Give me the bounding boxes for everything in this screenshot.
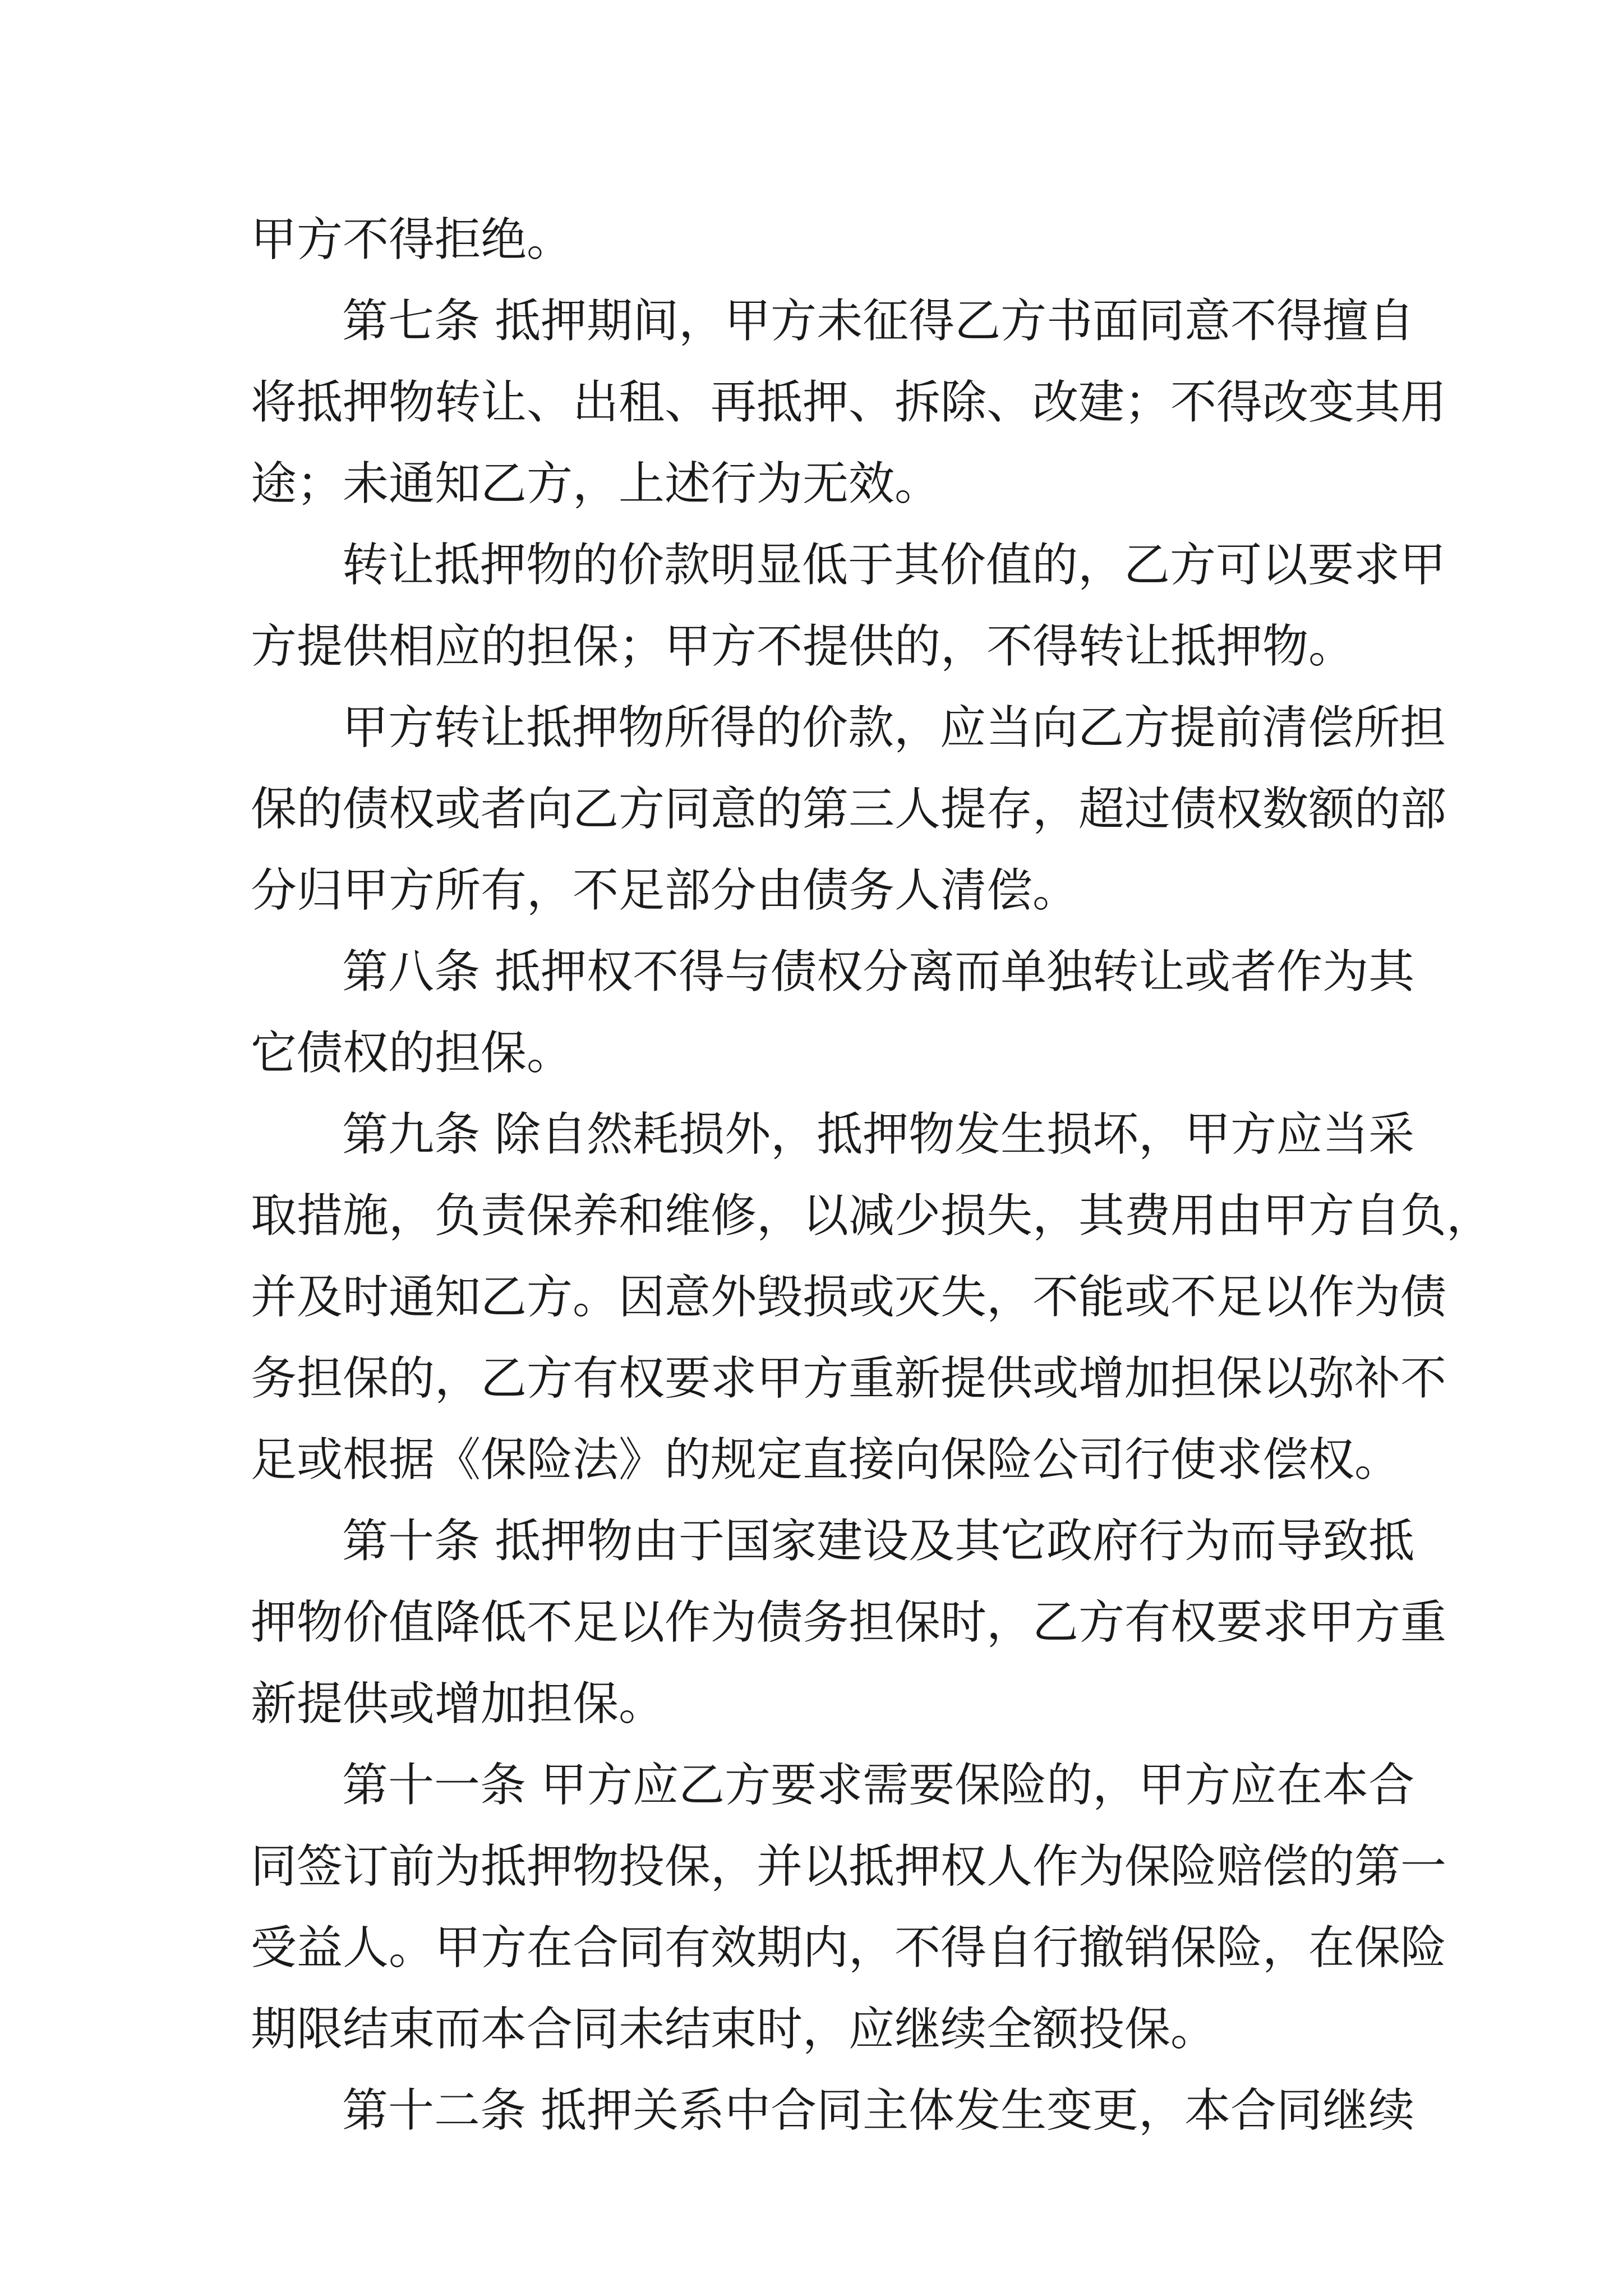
paragraph-start-line: 甲方转让抵押物所得的价款，应当向乙方提前清偿所担 [342,701,1446,754]
text-line: 务担保的，乙方有权要求甲方重新提供或增加担保以弥补不 [251,1352,1447,1405]
text-line: 途；未通知乙方，上述行为无效。 [251,457,941,510]
text-line: 方提供相应的担保；甲方不提供的，不得转让抵押物。 [251,620,1355,673]
text-line: 它债权的担保。 [251,1027,573,1080]
text-line: 受益人。甲方在合同有效期内，不得自行撤销保险，在保险 [251,1921,1447,1975]
text-line: 分归甲方所有，不足部分由债务人清偿。 [251,864,1079,917]
article-9-heading-line: 第九条 除自然耗损外，抵押物发生损坏，甲方应当采 [342,1108,1415,1161]
text-line: 押物价值降低不足以作为债务担保时，乙方有权要求甲方重 [251,1596,1447,1649]
text-line: 新提供或增加担保。 [251,1677,665,1731]
text-line: 取措施，负责保养和维修，以减少损失，其费用由甲方自负， [251,1189,1493,1243]
text-line: 足或根据《保险法》的规定直接向保险公司行使求偿权。 [251,1433,1401,1487]
text-line: 并及时通知乙方。因意外毁损或灭失，不能或不足以作为债 [251,1271,1447,1324]
text-line: 期限结束而本合同未结束时，应继续全额投保。 [251,2003,1217,2056]
article-7-heading-line: 第七条 抵押期间，甲方未征得乙方书面同意不得擅自 [342,295,1415,348]
paragraph-start-line: 转让抵押物的价款明显低于其价值的，乙方可以要求甲 [342,539,1446,592]
article-8-heading-line: 第八条 抵押权不得与债权分离而单独转让或者作为其 [342,945,1415,999]
article-11-heading-line: 第十一条 甲方应乙方要求需要保险的，甲方应在本合 [342,1759,1415,1812]
article-12-heading-line: 第十二条 抵押关系中合同主体发生变更，本合同继续 [342,2084,1415,2137]
text-line: 甲方不得拒绝。 [251,213,573,266]
text-line: 同签订前为抵押物投保，并以抵押权人作为保险赔偿的第一 [251,1840,1447,1893]
article-10-heading-line: 第十条 抵押物由于国家建设及其它政府行为而导致抵 [342,1515,1415,1568]
text-line: 将抵押物转让、出租、再抵押、拆除、改建；不得改变其用 [251,376,1447,429]
text-line: 保的债权或者向乙方同意的第三人提存，超过债权数额的部 [251,783,1447,836]
